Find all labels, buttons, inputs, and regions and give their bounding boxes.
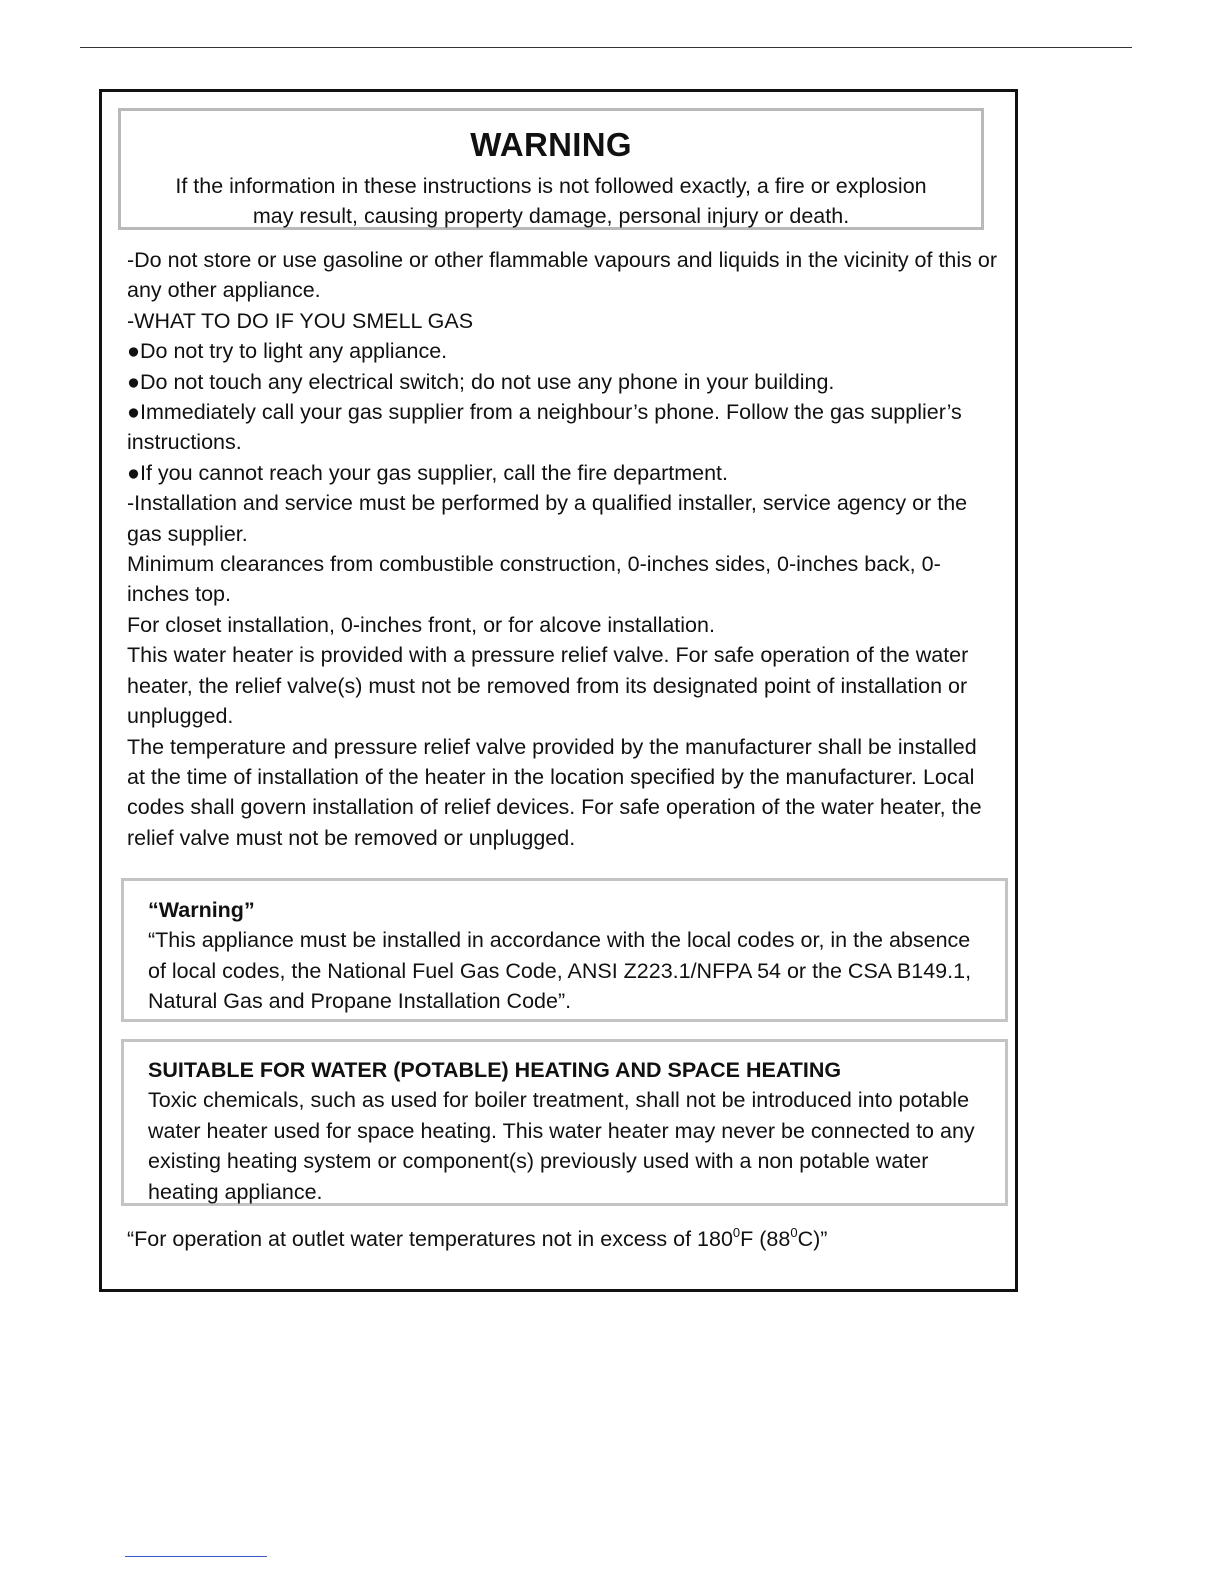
suitability-box	[121, 1039, 1008, 1206]
instruction-item: -Installation and service must be performed by a qualified installer, service agency or the gas supplier.	[127, 491, 968, 546]
warning-line-2: may result, causing property damage, personal injury or death.	[252, 204, 850, 228]
main-warning-box	[118, 108, 984, 230]
temp-note-mid: F (88	[740, 1227, 791, 1251]
code-warning-title: “Warning”	[148, 898, 255, 922]
instruction-item: -WHAT TO DO IF YOU SMELL GAS	[127, 308, 474, 333]
instruction-item: The temperature and pressure relief valve provided by the manufacturer shall be installed at the time of installation of the heater in the location specified by the manufacturer. Local codes shall govern installation of relief devices. For safe operation of the water heater, the relief valve must not be removed or unplugged.	[127, 734, 982, 850]
suitability-text: Toxic chemicals, such as used for boiler treatment, shall not be introduced into potable water heater used for space heating. This water heater may never be connected to any existing heating system or component(s) previously used with a non potable water heating appliance.	[148, 1088, 975, 1204]
temperature-note	[127, 1224, 827, 1254]
footnote-rule	[125, 1556, 267, 1557]
degree-mark: 0	[732, 1225, 741, 1240]
warning-line-1: If the information in these instructions is not followed exactly, a fire or explosion	[175, 174, 927, 198]
warning-title: WARNING	[470, 126, 632, 163]
temp-note-suffix: C)”	[797, 1227, 828, 1251]
temp-note-prefix: “For operation at outlet water temperatures not in excess of 180	[127, 1227, 733, 1251]
header-rule	[80, 47, 1132, 48]
instruction-item: ●Do not try to light any appliance.	[127, 339, 448, 364]
degree-mark: 0	[790, 1225, 798, 1240]
instruction-item: ●Do not touch any electrical switch; do not use any phone in your building.	[127, 369, 835, 394]
instruction-item: Minimum clearances from combustible construction, 0-inches sides, 0-inches back, 0-inches top.	[127, 552, 941, 607]
instruction-item: ●If you cannot reach your gas supplier, call the fire department.	[127, 460, 728, 485]
suitability-title: SUITABLE FOR WATER (POTABLE) HEATING AND SPACE HEATING	[148, 1058, 842, 1082]
code-warning-box	[121, 878, 1008, 1022]
instruction-item: This water heater is provided with a pressure relief valve. For safe operation of the water heater, the relief valve(s) must not be removed from its designated point of installation or unplugged.	[127, 643, 969, 729]
warning-label-frame	[99, 89, 1018, 1292]
instructions-list	[127, 245, 997, 853]
instruction-item: -Do not store or use gasoline or other flammable vapours and liquids in the vicinity of this or any other appliance.	[127, 248, 997, 303]
instruction-item: For closet installation, 0-inches front, or for alcove installation.	[127, 612, 715, 637]
warning-text	[121, 171, 981, 231]
instruction-item: ●Immediately call your gas supplier from a neighbour’s phone. Follow the gas supplier’s instructions.	[127, 400, 962, 455]
code-warning-text: “This appliance must be installed in accordance with the local codes or, in the absence of local codes, the National Fuel Gas Code, ANSI Z223.1/NFPA 54 or the CSA B149.1, Natural Gas and Propane Installation Code”.	[148, 928, 972, 1014]
